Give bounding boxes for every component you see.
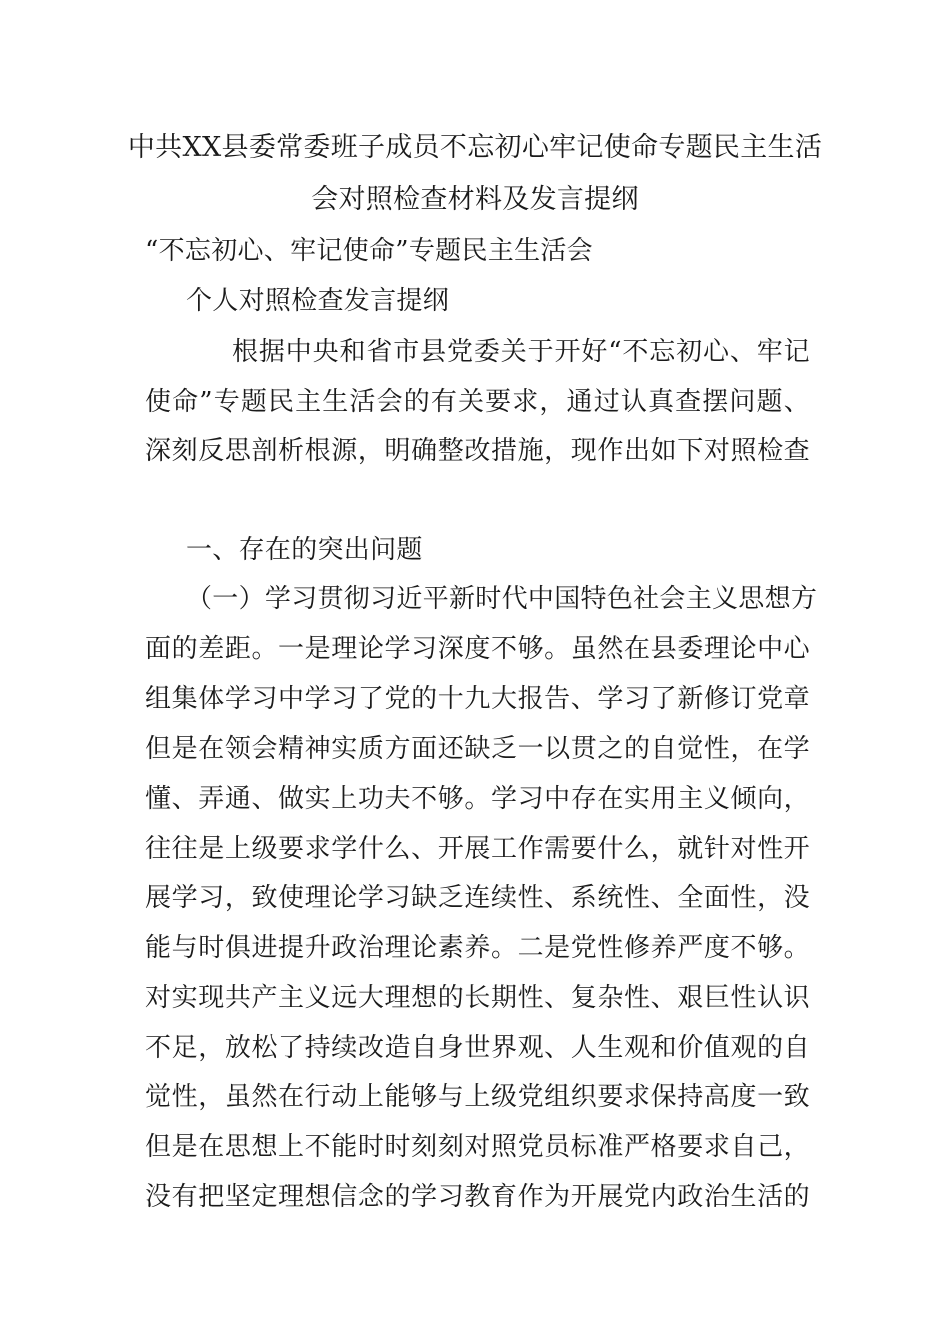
body-paragraph-line-7: 展学习，致使理论学习缺乏连续性、系统性、全面性，没 bbox=[145, 883, 810, 913]
body-paragraph-line-3: 组集体学习中学习了党的十九大报告、学习了新修订党章 bbox=[145, 684, 810, 714]
body-paragraph-line-6: 往往是上级要求学什么、开展工作需要什么，就针对性开 bbox=[145, 834, 810, 864]
body-paragraph-line-2: 面的差距。一是理论学习深度不够。虽然在县委理论中心 bbox=[145, 634, 810, 664]
intro-paragraph-line-3: 深刻反思剖析根源，明确整改措施，现作出如下对照检查 bbox=[145, 436, 810, 466]
document-title-line-1: 中共XX县委常委班子成员不忘初心牢记使命专题民主生活 bbox=[127, 132, 823, 163]
section-heading: 一、存在的突出问题 bbox=[186, 535, 423, 565]
document-title-line-2: 会对照检查材料及发言提纲 bbox=[311, 184, 639, 215]
body-paragraph-line-10: 不足，放松了持续改造自身世界观、人生观和价值观的自 bbox=[145, 1033, 810, 1063]
body-paragraph-line-4: 但是在领会精神实质方面还缺乏一以贯之的自觉性，在学 bbox=[145, 734, 810, 764]
body-paragraph-line-1: （一）学习贯彻习近平新时代中国特色社会主义思想方 bbox=[186, 584, 818, 614]
body-paragraph-line-5: 懂、弄通、做实上功夫不够。学习中存在实用主义倾向， bbox=[145, 784, 810, 814]
body-paragraph-line-8: 能与时俱进提升政治理论素养。二是党性修养严度不够。 bbox=[145, 933, 810, 963]
body-paragraph-line-12: 但是在思想上不能时时刻刻对照党员标准严格要求自己， bbox=[145, 1132, 810, 1162]
document-subtitle: “不忘初心、牢记使命”专题民主生活会 bbox=[145, 236, 593, 266]
intro-paragraph-line-1: 根据中央和省市县党委关于开好“不忘初心、牢记 bbox=[232, 337, 810, 367]
body-paragraph-line-11: 觉性，虽然在行动上能够与上级党组织要求保持高度一致 bbox=[145, 1082, 810, 1112]
document-subtitle-outline: 个人对照检查发言提纲 bbox=[186, 286, 450, 316]
body-paragraph-line-9: 对实现共产主义远大理想的长期性、复杂性、艰巨性认识 bbox=[145, 983, 810, 1013]
body-paragraph-line-13: 没有把坚定理想信念的学习教育作为开展党内政治生活的 bbox=[145, 1182, 810, 1212]
intro-paragraph-line-2: 使命”专题民主生活会的有关要求，通过认真查摆问题、 bbox=[145, 387, 810, 417]
